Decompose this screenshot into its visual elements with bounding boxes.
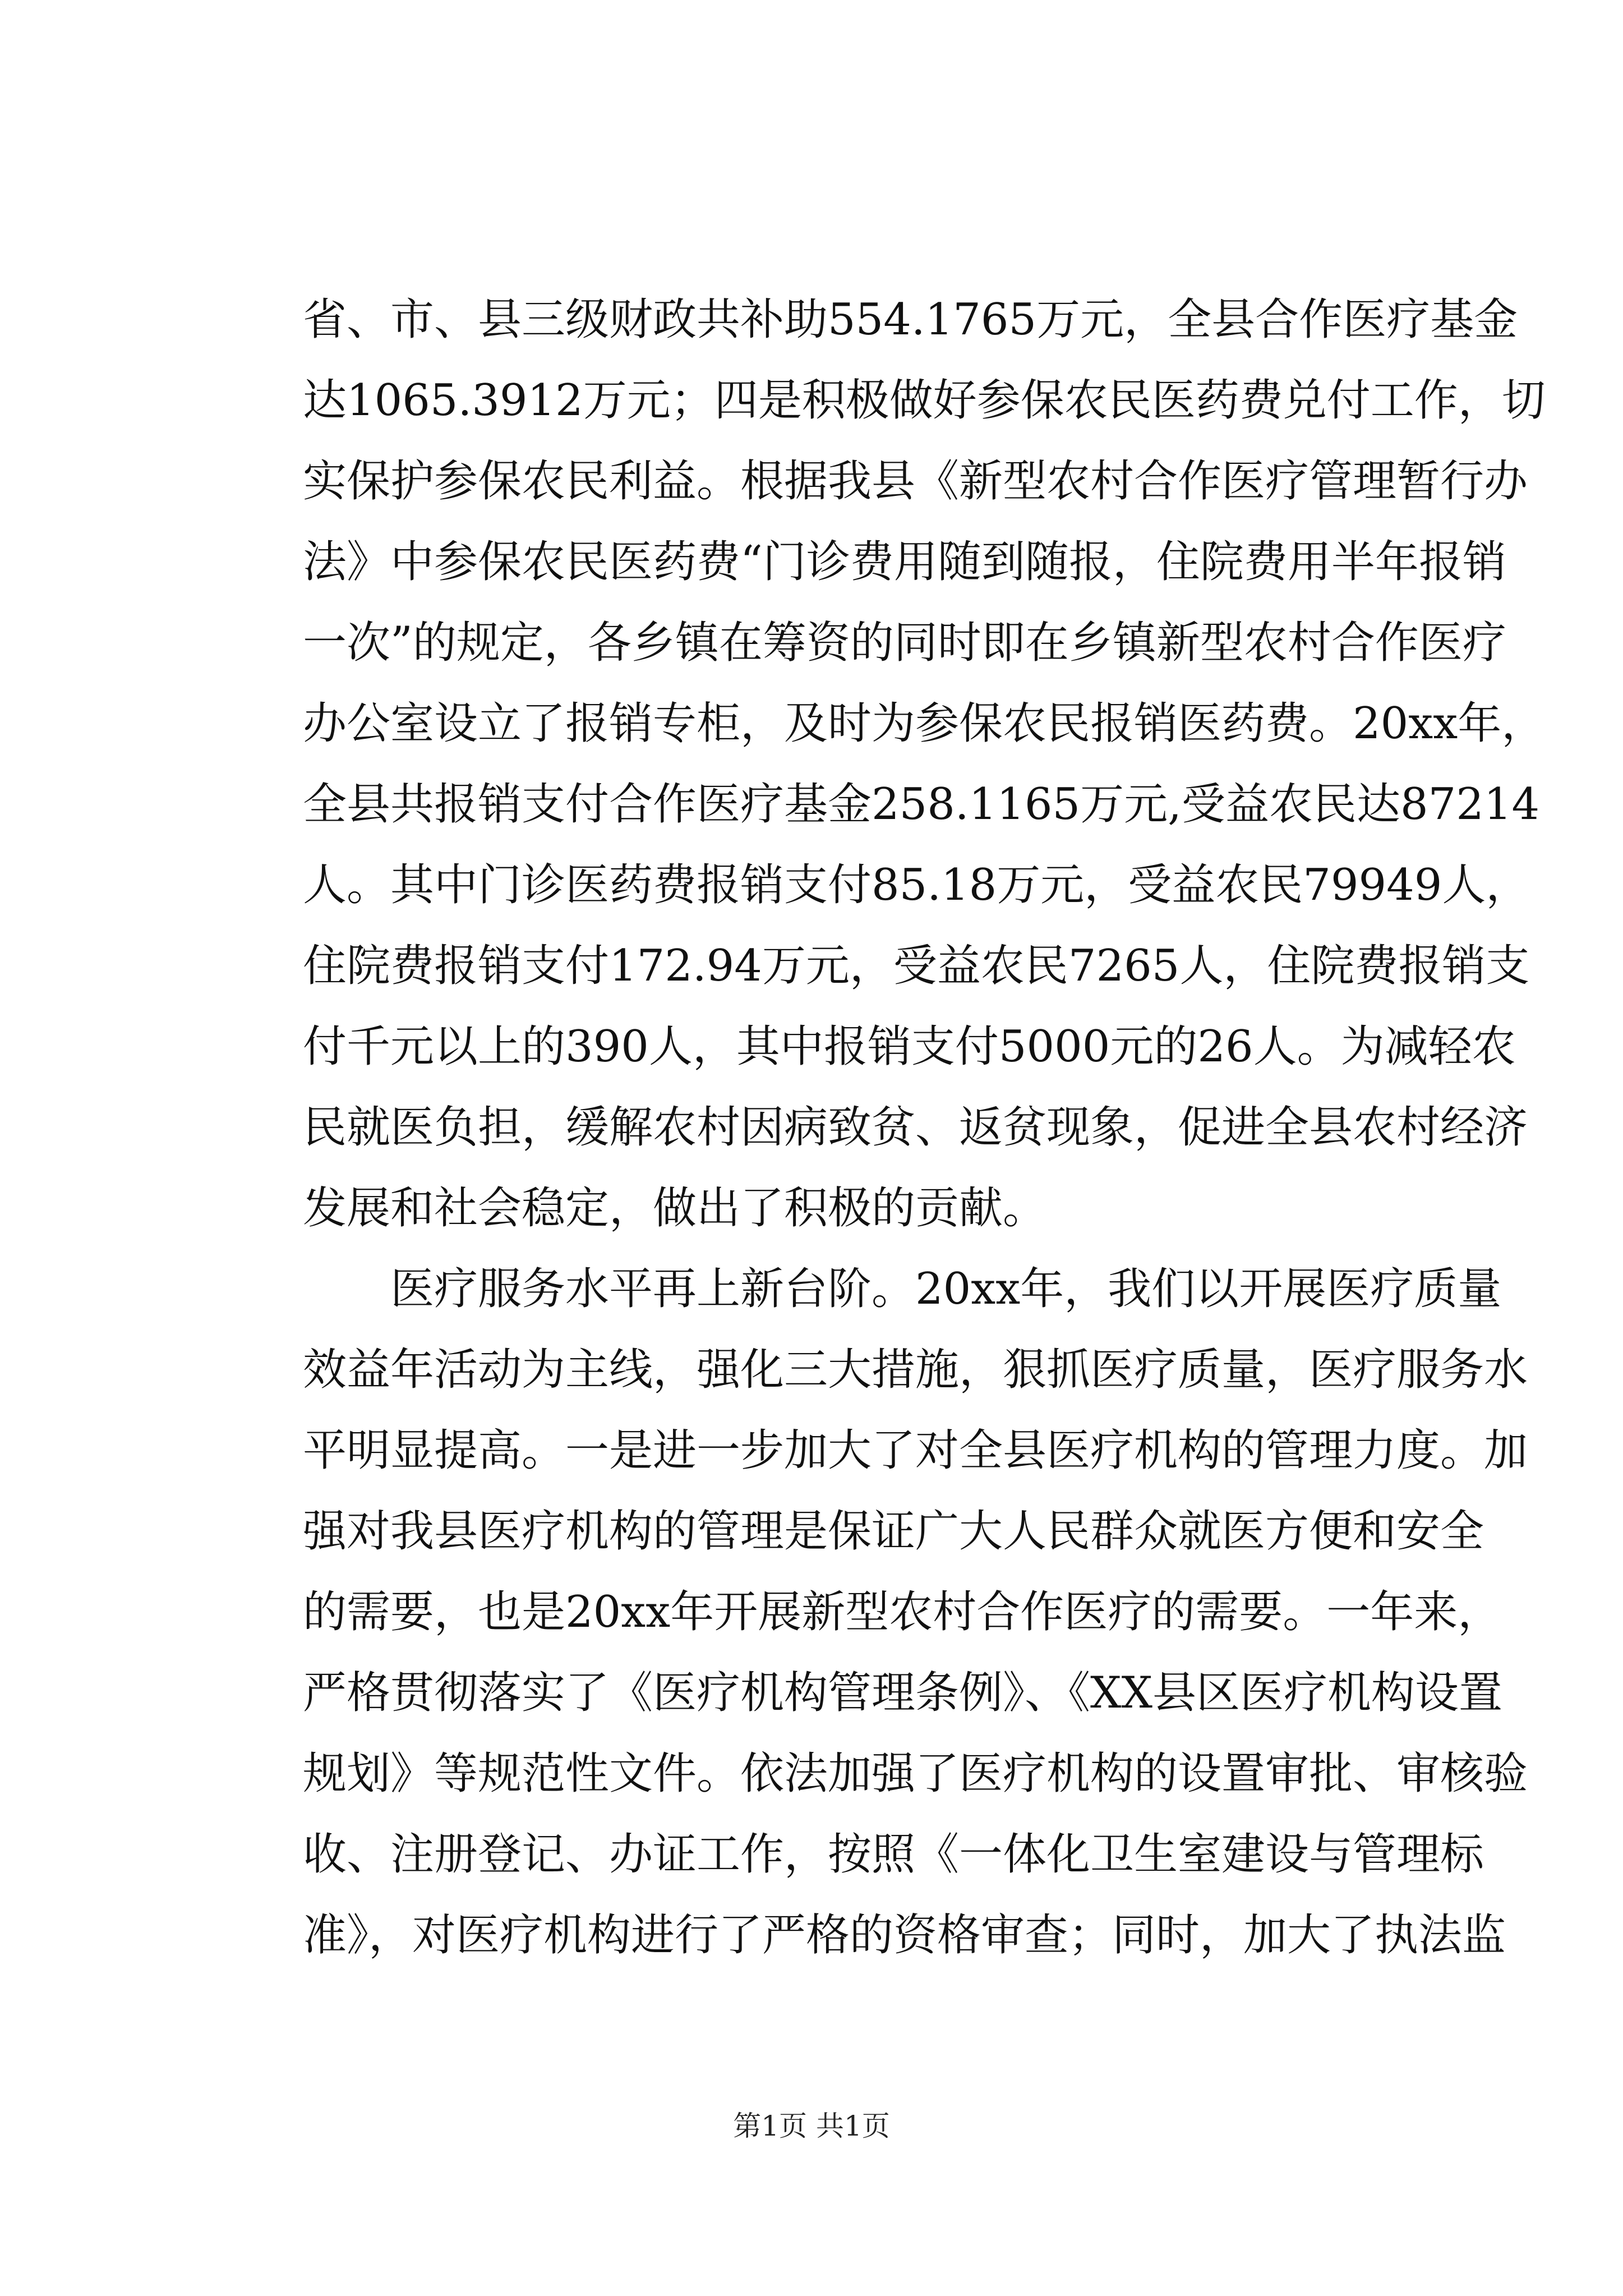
text-line: 实保护参保农民利益。根据我县《新型农村合作医疗管理暂行办 bbox=[303, 456, 1528, 507]
text-line: 规划》等规范性文件。依法加强了医疗机构的设置审批、审核验 bbox=[303, 1749, 1528, 1799]
text-line: 强对我县医疗机构的管理是保证广大人民群众就医方便和安全 bbox=[303, 1506, 1484, 1557]
text-line: 达1065.3912万元；四是积极做好参保农民医药费兑付工作，切 bbox=[303, 375, 1546, 426]
paragraph-1 bbox=[303, 279, 1546, 1249]
text-line: 民就医负担，缓解农村因病致贫、返贫现象，促进全县农村经济 bbox=[303, 1102, 1528, 1153]
text-line: 办公室设立了报销专柜，及时为参保农民报销医药费。20xx年， bbox=[303, 698, 1546, 749]
text-line: 人。其中门诊医药费报销支付85.18万元，受益农民79949人， bbox=[303, 860, 1530, 910]
text-line: 付千元以上的390人，其中报销支付5000元的26人。为减轻农 bbox=[303, 1022, 1516, 1072]
text-line: 医疗服务水平再上新台阶。20xx年，我们以开展医疗质量 bbox=[390, 1264, 1502, 1314]
text-line: 平明显提高。一是进一步加大了对全县医疗机构的管理力度。加 bbox=[303, 1425, 1528, 1476]
document-body bbox=[303, 279, 1546, 1976]
page-footer bbox=[0, 2106, 1623, 2146]
text-line: 发展和社会稳定，做出了积极的贡献。 bbox=[303, 1183, 1047, 1234]
text-line: 全县共报销支付合作医疗基金258.1165万元,受益农民达87214 bbox=[303, 779, 1540, 830]
text-line: 的需要，也是20xx年开展新型农村合作医疗的需要。一年来， bbox=[303, 1587, 1502, 1637]
text-line: 住院费报销支付172.94万元，受益农民7265人，住院费报销支 bbox=[303, 941, 1530, 991]
text-line: 收、注册登记、办证工作，按照《一体化卫生室建设与管理标 bbox=[303, 1829, 1484, 1880]
page-number: 第1页 共1页 bbox=[733, 2110, 890, 2142]
text-line: 法》中参保农民医药费“门诊费用随到随报，住院费用半年报销 bbox=[303, 537, 1506, 587]
text-line: 省、市、县三级财政共补助554.1765万元，全县合作医疗基金 bbox=[303, 295, 1518, 345]
text-line: 效益年活动为主线，强化三大措施，狠抓医疗质量，医疗服务水 bbox=[303, 1345, 1528, 1395]
text-line: 准》，对医疗机构进行了严格的资格审查；同时，加大了执法监 bbox=[303, 1910, 1506, 1961]
paragraph-2 bbox=[303, 1249, 1528, 1976]
text-line: 严格贯彻落实了《医疗机构管理条例》、《XX县区医疗机构设置 bbox=[303, 1668, 1503, 1718]
text-line: 一次”的规定，各乡镇在筹资的同时即在乡镇新型农村合作医疗 bbox=[303, 618, 1506, 668]
